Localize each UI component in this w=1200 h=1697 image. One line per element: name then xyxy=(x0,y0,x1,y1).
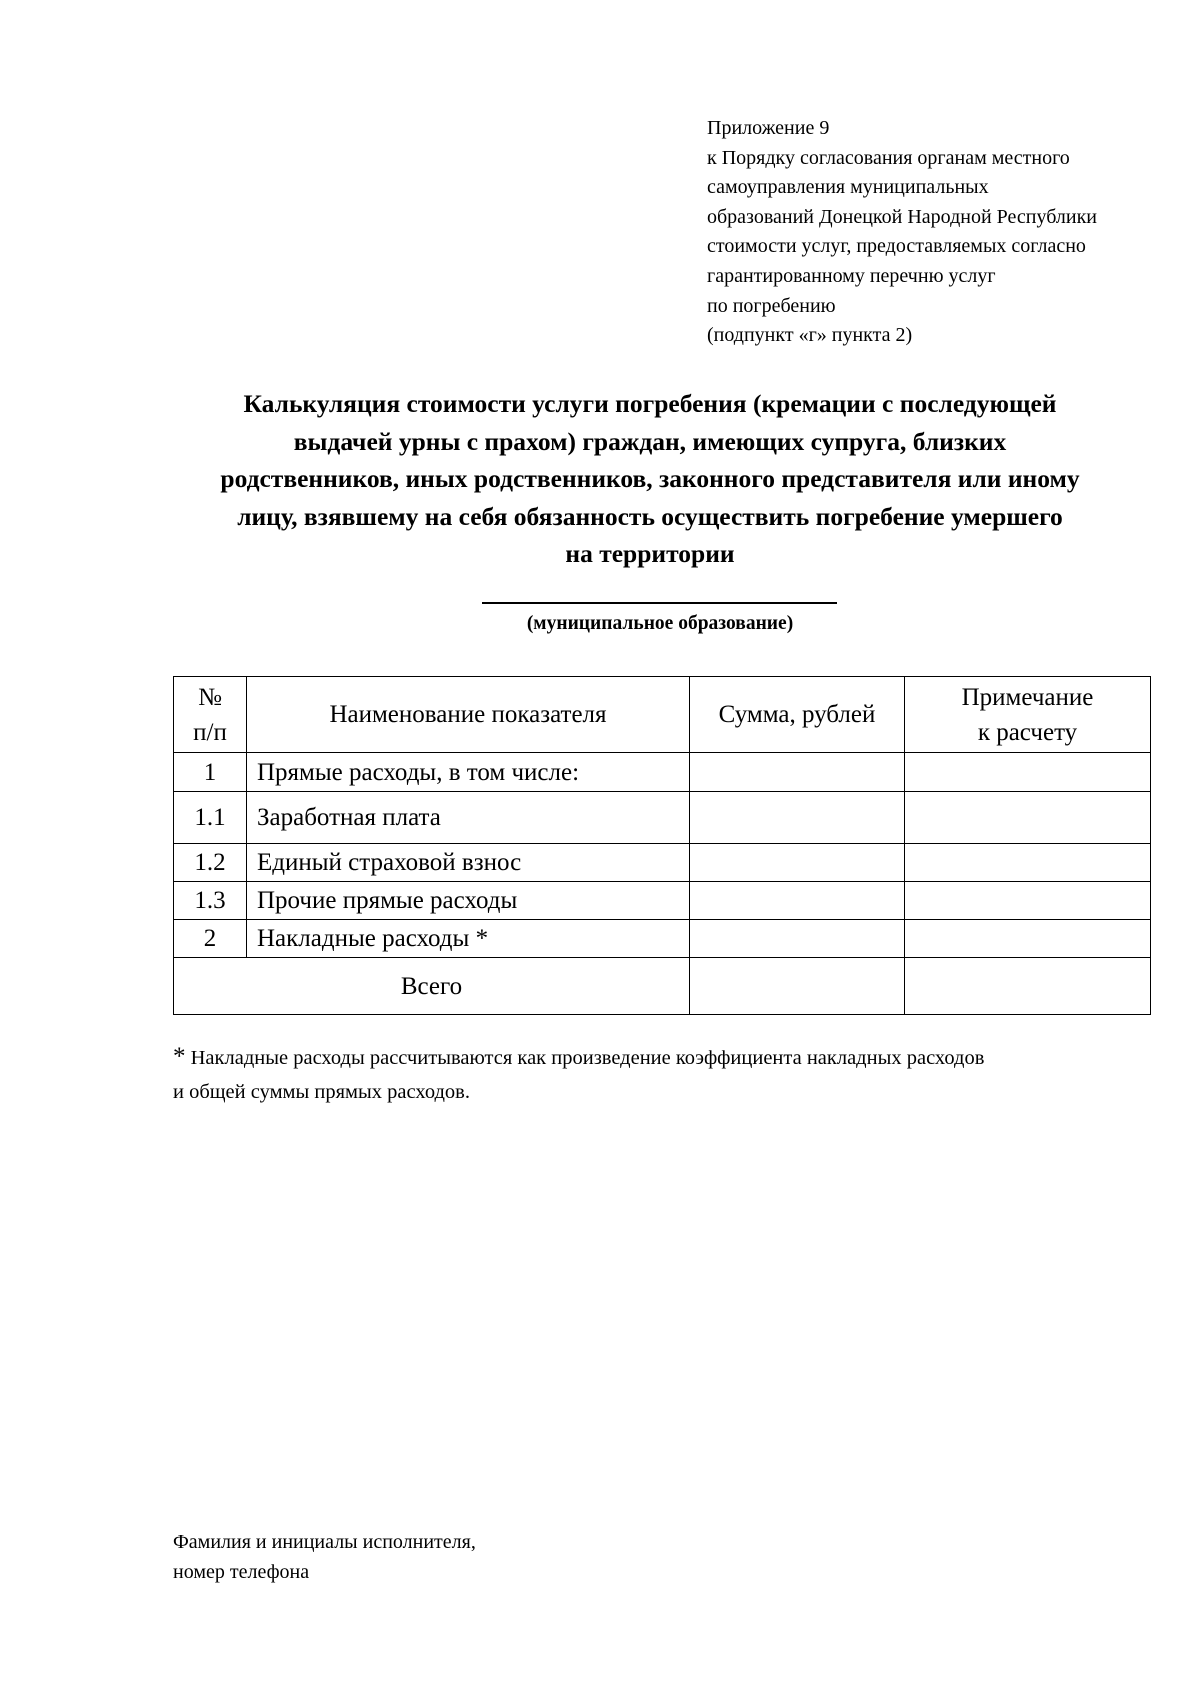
total-sum-cell xyxy=(690,958,905,1015)
header-name: Наименование показателя xyxy=(247,677,690,753)
row-sum-cell xyxy=(690,844,905,882)
table-row xyxy=(174,882,1151,920)
document-title xyxy=(150,385,1150,573)
row-sum-cell xyxy=(690,792,905,844)
row-name: Прямые расходы, в том числе: xyxy=(247,753,690,792)
footnote-star: * xyxy=(173,1043,186,1070)
executor-phone-label: номер телефона xyxy=(173,1561,310,1583)
title-line: на территории xyxy=(565,539,735,569)
footnote-line2: и общей суммы прямых расходов. xyxy=(173,1081,470,1103)
row-sum-cell xyxy=(690,920,905,958)
title-line: Калькуляция стоимости услуги погребения (кремации с последующей xyxy=(243,389,1057,418)
appendix-line: (подпункт «г» пункта 2) xyxy=(707,324,913,347)
municipal-caption: (муниципальное образование) xyxy=(526,613,794,634)
header-num xyxy=(174,677,247,753)
row-note-cell xyxy=(905,792,1151,844)
header-note xyxy=(905,677,1151,753)
row-name: Заработная плата xyxy=(247,792,690,844)
header-note-line1: Примечание xyxy=(961,683,1094,711)
header-note-line2: к расчету xyxy=(977,718,1078,746)
header-num-line1: № xyxy=(198,683,222,711)
appendix-line: образований Донецкой Народной Республики xyxy=(707,205,1097,228)
municipal-fill-line xyxy=(482,602,837,604)
title-line: выдачей урны с прахом) граждан, имеющих супруга, близких xyxy=(293,426,1007,456)
total-label: Всего xyxy=(174,958,690,1015)
appendix-header xyxy=(707,114,1177,351)
executor-block xyxy=(173,1527,673,1587)
header-sum: Сумма, рублей xyxy=(690,677,905,753)
row-num: 1.1 xyxy=(174,792,247,844)
row-note-cell xyxy=(905,882,1151,920)
executor-name-label: Фамилия и инициалы исполнителя, xyxy=(173,1531,476,1553)
footnote-line1 xyxy=(173,1040,1163,1075)
footnote xyxy=(173,1040,1163,1109)
appendix-line: к Порядку согласования органам местного xyxy=(707,146,1070,169)
table-row xyxy=(174,844,1151,882)
appendix-line: гарантированному перечню услуг xyxy=(707,264,996,287)
row-name: Единый страховой взнос xyxy=(247,844,690,882)
calculation-table xyxy=(173,676,1151,1015)
title-line: лицу, взявшему на себя обязанность осуществить погребение умершего xyxy=(237,501,1063,531)
table-total-row xyxy=(174,958,1151,1015)
row-sum-cell xyxy=(690,753,905,792)
row-num: 1.2 xyxy=(174,844,247,882)
row-num: 1 xyxy=(174,753,247,792)
footnote-text1: Накладные расходы рассчитываются как произведение коэффициента накладных расходов xyxy=(185,1047,985,1069)
row-name: Прочие прямые расходы xyxy=(247,882,690,920)
row-sum-cell xyxy=(690,882,905,920)
appendix-line: Приложение 9 xyxy=(707,117,830,139)
appendix-line: по погребению xyxy=(707,294,836,317)
table-row xyxy=(174,792,1151,844)
table-row xyxy=(174,753,1151,792)
total-note-cell xyxy=(905,958,1151,1015)
row-name: Накладные расходы * xyxy=(247,920,690,958)
row-note-cell xyxy=(905,753,1151,792)
row-note-cell xyxy=(905,920,1151,958)
row-note-cell xyxy=(905,844,1151,882)
row-num: 2 xyxy=(174,920,247,958)
appendix-line: стоимости услуг, предоставляемых согласно xyxy=(707,235,1086,258)
title-line: родственников, иных родственников, законного представителя или иному xyxy=(220,464,1080,494)
row-num: 1.3 xyxy=(174,882,247,920)
appendix-line: самоуправления муниципальных xyxy=(707,176,989,199)
table-row xyxy=(174,920,1151,958)
table-header-row xyxy=(174,677,1151,753)
header-num-line2: п/п xyxy=(193,718,227,746)
